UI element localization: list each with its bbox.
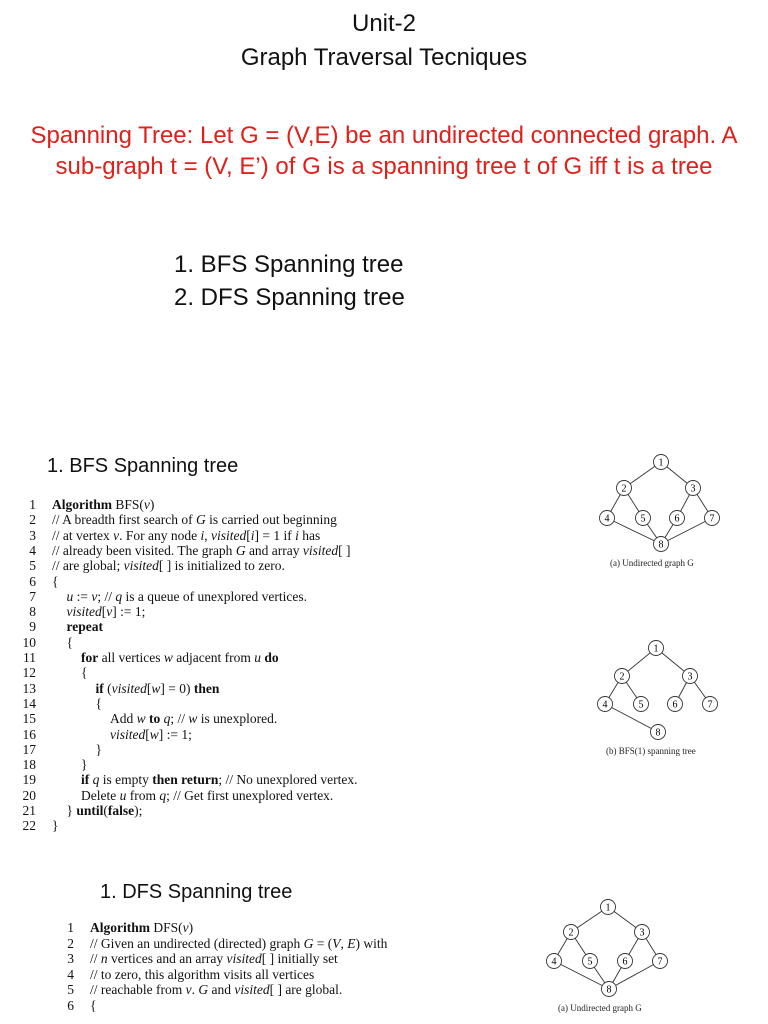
code-text: // to zero, this algorithm visits all vertices — [90, 966, 315, 982]
line-number: 1 — [29, 497, 36, 512]
code-text: // at vertex v. For any node i, visited[i] = 1 if i has — [52, 527, 321, 543]
tree-caption: (b) BFS(1) spanning tree — [606, 746, 696, 756]
code-line — [12, 788, 512, 803]
code-line — [50, 967, 550, 982]
node-label: 7 — [707, 699, 713, 711]
code-line — [12, 665, 512, 680]
graph-node-5 — [634, 697, 649, 712]
code-text: u := v; // q is a queue of unexplored vertices. — [66, 588, 307, 604]
graph-node-1 — [654, 455, 669, 470]
code-text: Algorithm DFS(v) — [90, 920, 194, 935]
node-label: 7 — [709, 513, 715, 525]
line-number: 17 — [22, 741, 36, 757]
node-label: 6 — [674, 513, 680, 525]
node-label: 6 — [622, 956, 628, 968]
node-label: 4 — [602, 699, 608, 711]
graph-node-2 — [615, 669, 630, 684]
line-number: 3 — [67, 951, 74, 967]
code-text: for all vertices w adjacent from u do — [81, 650, 279, 665]
unit-title: Unit-2 — [351, 10, 417, 37]
line-number: 2 — [67, 935, 74, 951]
line-number: 5 — [67, 982, 74, 998]
graph-node-3 — [683, 669, 698, 684]
graph-node-8 — [602, 982, 617, 997]
line-number: 10 — [22, 634, 36, 650]
undirected-graph-figure — [590, 450, 740, 575]
code-line — [50, 936, 550, 951]
code-text: { — [81, 665, 88, 681]
code-line — [12, 772, 512, 787]
line-number: 13 — [22, 680, 36, 696]
line-number: 9 — [29, 619, 36, 635]
code-text: { — [52, 573, 59, 589]
graph-node-5 — [583, 954, 598, 969]
node-label: 3 — [687, 671, 693, 683]
code-text: // Given an undirected (directed) graph G = (V, E) with — [90, 935, 388, 951]
code-line — [50, 998, 550, 1013]
node-label: 5 — [638, 699, 644, 711]
line-number: 22 — [22, 818, 36, 834]
node-label: 8 — [606, 984, 612, 996]
dfs-undirected-graph-figure — [538, 895, 688, 1020]
bfs-spanning-tree-svg — [590, 638, 740, 743]
code-line — [12, 757, 512, 772]
line-number: 20 — [22, 787, 36, 803]
line-number: 18 — [22, 757, 36, 773]
graph-node-5 — [636, 511, 651, 526]
code-line — [12, 528, 512, 543]
code-text: } — [95, 741, 102, 757]
graph-node-3 — [686, 481, 701, 496]
code-line — [12, 558, 512, 573]
graph-edge — [607, 518, 661, 544]
node-label: 5 — [640, 513, 646, 525]
graph-node-1 — [649, 641, 664, 656]
code-line — [12, 589, 512, 604]
graph-node-8 — [651, 725, 666, 740]
node-label: 4 — [551, 956, 557, 968]
code-line — [12, 742, 512, 757]
code-text: Delete u from q; // Get first unexplored vertex. — [81, 787, 334, 803]
code-text: { — [95, 695, 102, 711]
graph-node-7 — [703, 697, 718, 712]
line-number: 15 — [22, 711, 36, 727]
definition-text: Let G = (V,E) be an undirected connected graph. A sub-graph t = (V, E’) of G is a spanning tree t of G iff t is a tree — [55, 122, 738, 180]
graph-node-7 — [653, 954, 668, 969]
code-line — [12, 497, 512, 512]
dfs-graph-caption: (a) Undirected graph G — [558, 1003, 642, 1013]
dfs-section-heading: 1. DFS Spanning tree — [100, 881, 293, 903]
graph-node-4 — [598, 697, 613, 712]
code-text: if (visited[w] = 0) then — [95, 680, 220, 696]
graph-node-7 — [705, 511, 720, 526]
code-text: // n vertices and an array visited[ ] initially set — [90, 951, 338, 967]
code-line — [12, 711, 512, 726]
node-label: 4 — [604, 513, 610, 525]
code-line — [50, 982, 550, 997]
node-label: 5 — [587, 956, 593, 968]
line-number: 5 — [29, 558, 36, 574]
code-line — [12, 803, 512, 818]
code-line — [12, 574, 512, 589]
graph-node-4 — [600, 511, 615, 526]
code-line — [12, 512, 512, 527]
code-text: Add w to q; // w is unexplored. — [110, 711, 278, 727]
code-text: if q is empty then return; // No unexplored vertex. — [81, 772, 358, 788]
code-line — [12, 696, 512, 711]
code-text: } — [52, 818, 59, 834]
code-text: } — [81, 757, 88, 773]
topic-title: Graph Traversal Tecniques — [240, 44, 528, 71]
line-number: 8 — [29, 604, 36, 620]
node-label: 3 — [690, 483, 696, 495]
line-number: 4 — [67, 966, 74, 982]
line-number: 21 — [22, 803, 36, 818]
spanning-tree-definition — [20, 120, 748, 182]
bfs-spanning-tree-figure — [590, 638, 740, 763]
graph-caption: (a) Undirected graph G — [610, 558, 694, 568]
code-line — [12, 635, 512, 650]
node-label: 1 — [658, 457, 664, 469]
graph-node-6 — [670, 511, 685, 526]
node-label: 2 — [568, 927, 574, 939]
line-number: 7 — [29, 588, 36, 604]
node-label: 8 — [658, 539, 664, 551]
code-text: // A breadth first search of G is carried out beginning — [52, 512, 337, 528]
graph-node-2 — [564, 925, 579, 940]
graph-node-8 — [654, 537, 669, 552]
code-text: { — [90, 998, 97, 1013]
code-text: // reachable from v. G and visited[ ] are global. — [90, 982, 343, 998]
node-label: 6 — [672, 699, 678, 711]
code-line — [12, 727, 512, 742]
line-number: 1 — [67, 920, 74, 935]
code-text: // are global; visited[ ] is initialized to zero. — [52, 558, 285, 574]
line-number: 14 — [22, 695, 36, 711]
node-label: 2 — [619, 671, 625, 683]
graph-node-4 — [547, 954, 562, 969]
code-text: Algorithm BFS(v) — [52, 497, 155, 512]
line-number: 11 — [23, 650, 36, 665]
node-label: 2 — [621, 483, 627, 495]
code-line — [12, 650, 512, 665]
code-line — [12, 818, 512, 833]
code-text: visited[w] := 1; — [110, 726, 192, 742]
graph-node-2 — [617, 481, 632, 496]
code-text: // already been visited. The graph G and array visited[ ] — [52, 542, 351, 558]
code-text: repeat — [66, 619, 103, 635]
undirected-graph-svg — [590, 450, 740, 565]
graph-edge — [554, 961, 609, 989]
line-number: 6 — [29, 573, 36, 589]
code-line — [12, 619, 512, 634]
node-label: 8 — [655, 727, 661, 739]
line-number: 12 — [22, 665, 36, 681]
line-number: 3 — [29, 527, 36, 543]
node-label: 3 — [639, 927, 645, 939]
graph-node-6 — [668, 697, 683, 712]
graph-node-1 — [601, 900, 616, 915]
line-number: 6 — [67, 998, 74, 1013]
dfs-undirected-graph-svg — [538, 895, 688, 1000]
line-number: 4 — [29, 542, 36, 558]
code-line — [12, 604, 512, 619]
line-number: 19 — [22, 772, 36, 788]
node-label: 7 — [657, 956, 663, 968]
graph-node-3 — [635, 925, 650, 940]
graph-node-6 — [618, 954, 633, 969]
code-text: { — [66, 634, 73, 650]
code-text: visited[v] := 1; — [66, 604, 146, 620]
bfs-section-heading: 1. BFS Spanning tree — [47, 455, 239, 477]
code-line — [12, 543, 512, 558]
code-text: } until(false); — [66, 803, 143, 818]
definition-term: Spanning Tree: — [30, 122, 194, 149]
graph-edge — [605, 704, 658, 732]
node-label: 1 — [653, 643, 659, 655]
toc-item-dfs: 2. DFS Spanning tree — [174, 284, 405, 311]
code-line — [50, 951, 550, 966]
code-line — [50, 920, 550, 935]
toc-item-bfs: 1. BFS Spanning tree — [174, 251, 404, 278]
node-label: 1 — [605, 902, 611, 914]
line-number: 16 — [22, 726, 36, 742]
line-number: 2 — [29, 512, 36, 528]
code-line — [12, 681, 512, 696]
